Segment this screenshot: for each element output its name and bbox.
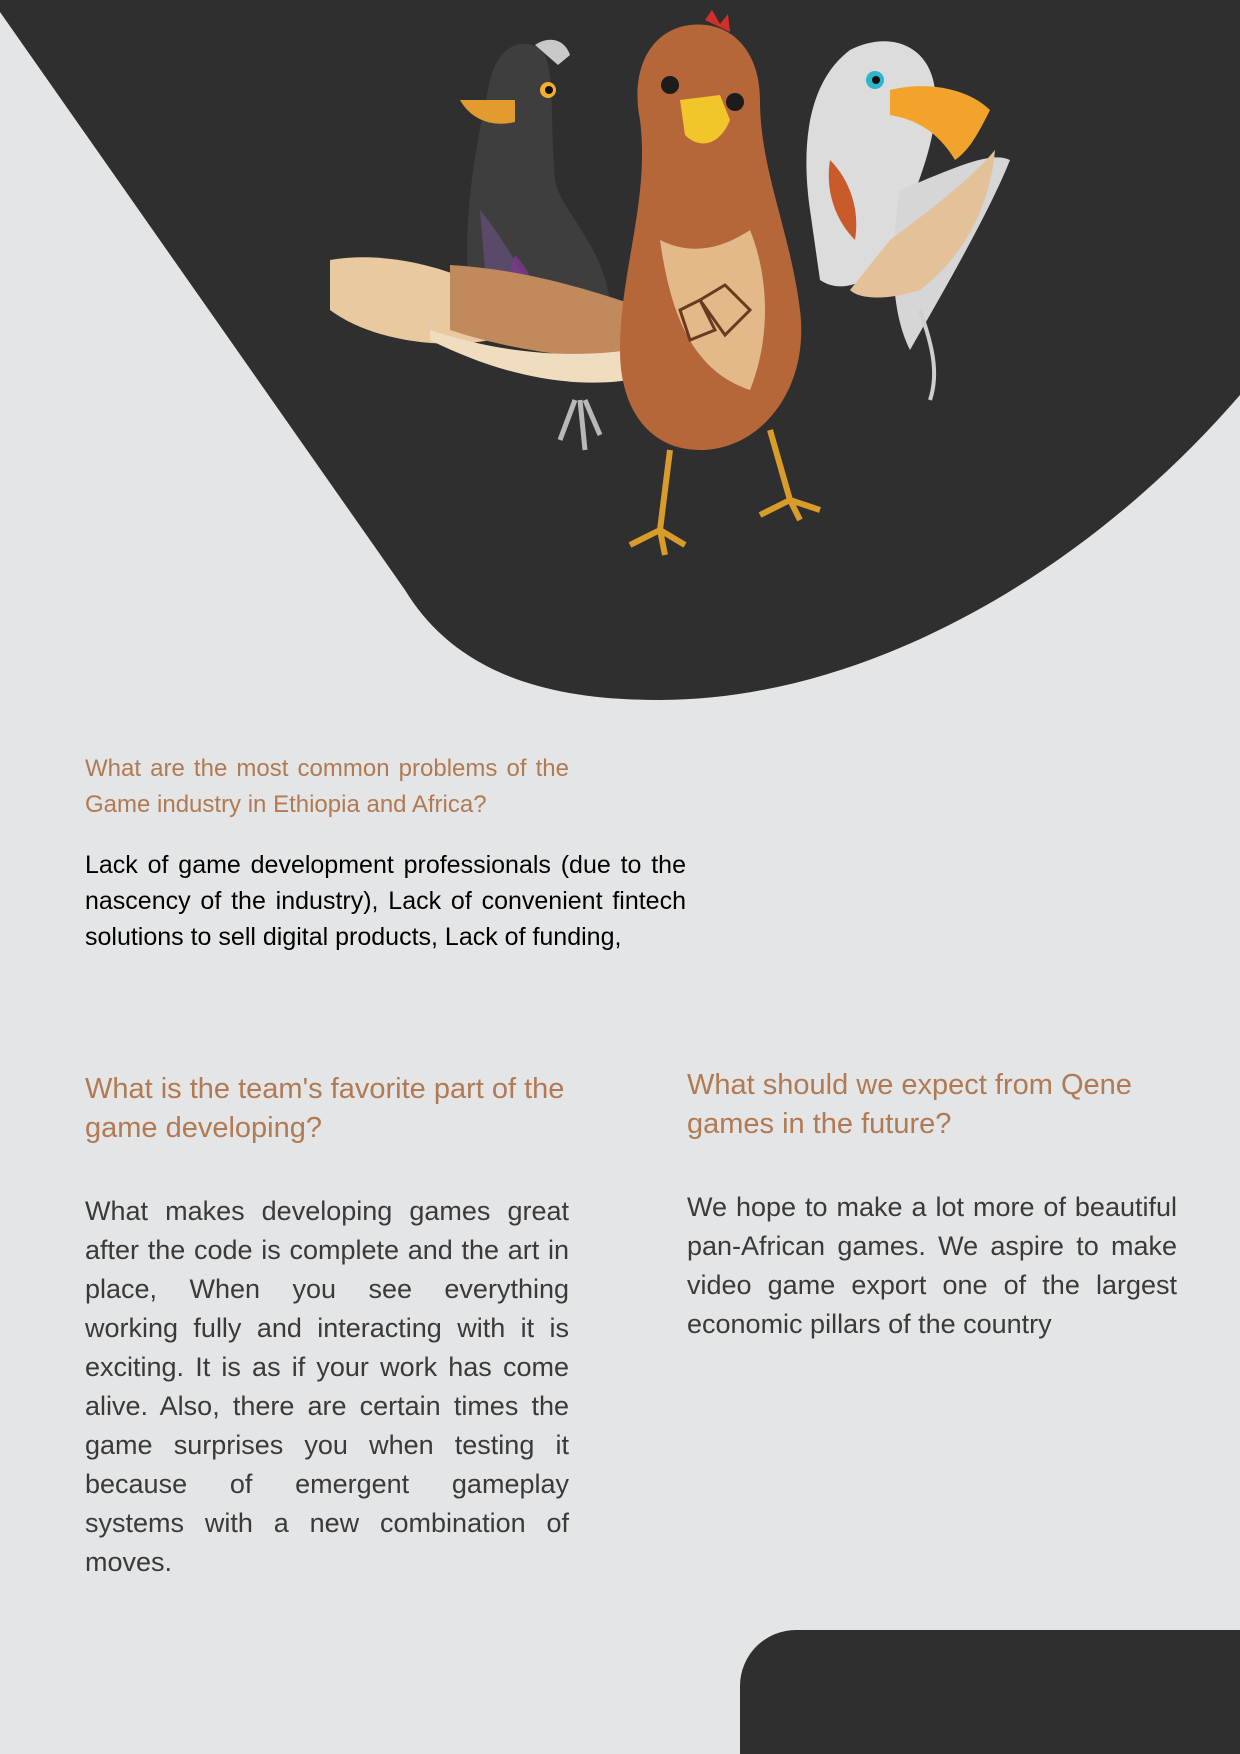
answer-common-problems: Lack of game development professionals (due to the nascency of the industry), Lack of convenient fintech solutions to sell digital products, Lack of funding, bbox=[85, 851, 686, 951]
corner-dark-shape bbox=[740, 1630, 1240, 1754]
question-future-expectations: What should we expect from Qene games in the future? bbox=[687, 1069, 1132, 1140]
answer-favorite-part: What makes developing games great after the code is complete and the art in place, When you see everything working fully and interacting with it is exciting. It is as if your work has come alive. Also, there are certain times the game surprises you when testing it because of emergent gameplay systems with a new combination of moves. bbox=[85, 1196, 569, 1577]
answer-future-expectations: We hope to make a lot more of beautiful pan-African games. We aspire to make video game export one of the largest economic pillars of the country bbox=[687, 1192, 1177, 1339]
eagle-bird bbox=[806, 41, 1010, 400]
question-favorite-part: What is the team's favorite part of the game developing? bbox=[85, 1073, 565, 1144]
birds-illustration bbox=[330, 10, 1110, 610]
question-common-problems: What are the most common problems of the Game industry in Ethiopia and Africa? bbox=[85, 755, 569, 818]
pigeon-bird bbox=[460, 40, 610, 450]
